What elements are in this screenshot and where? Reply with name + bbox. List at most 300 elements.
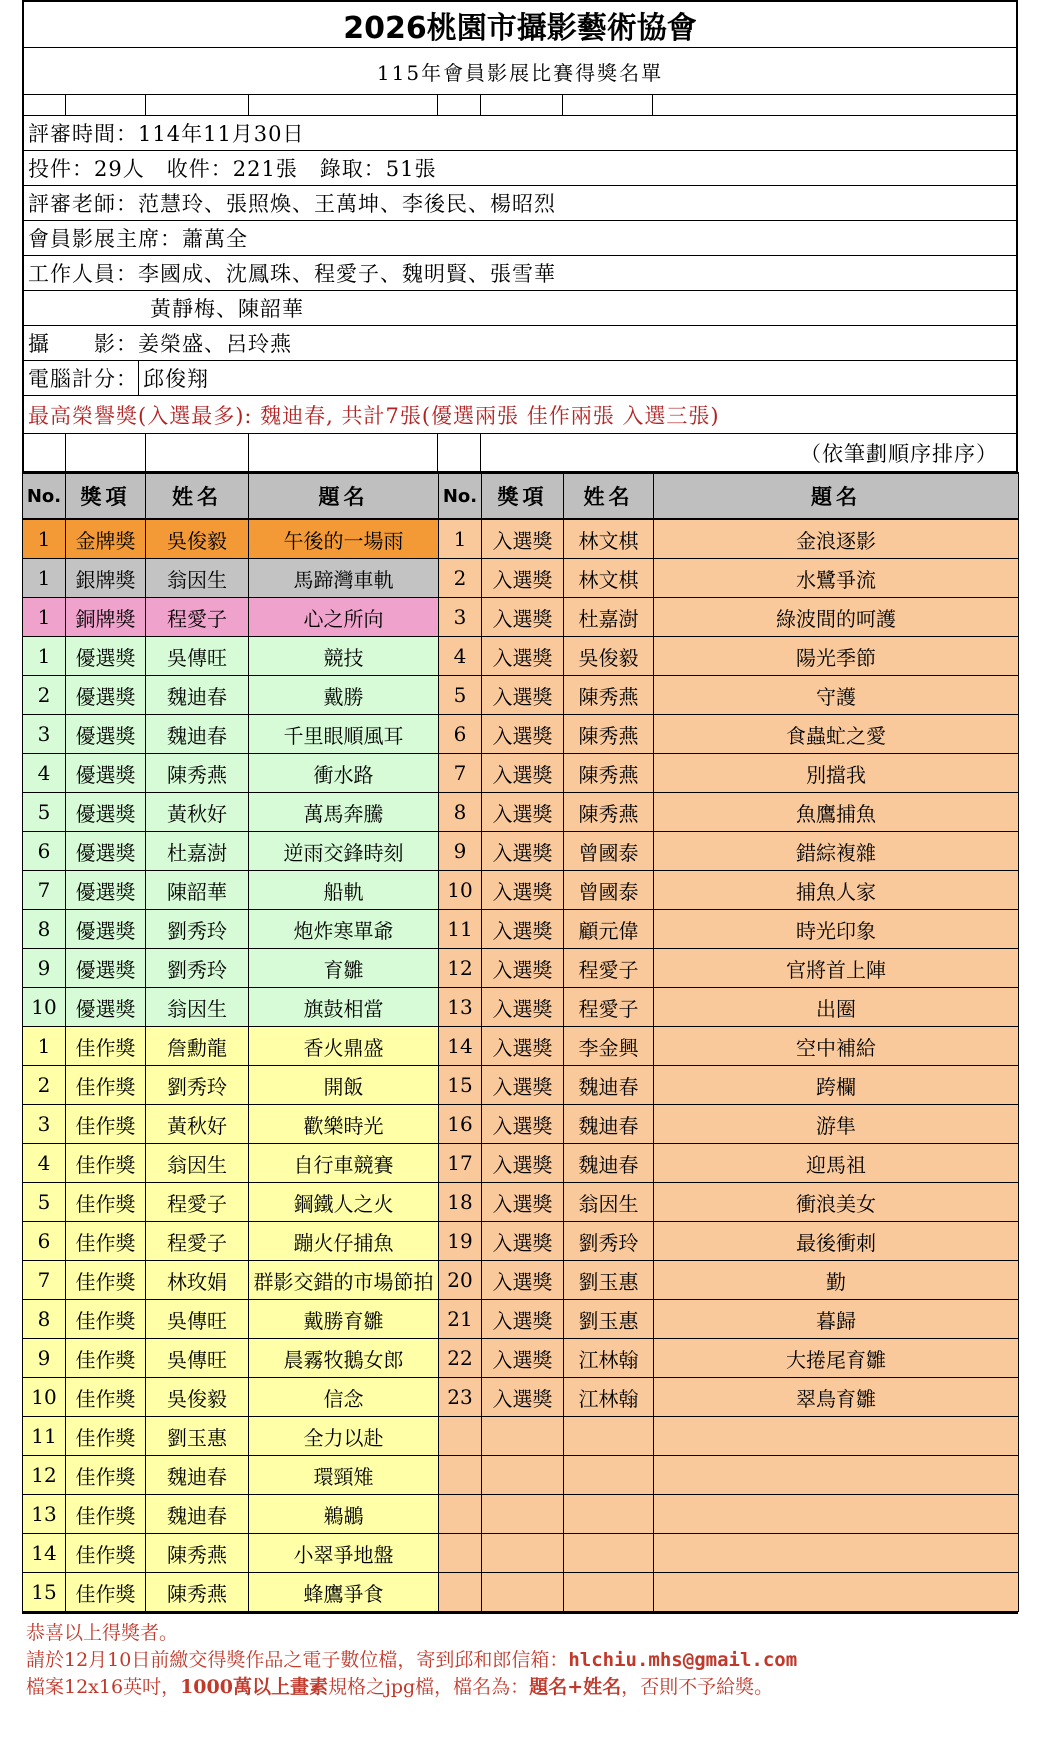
row-no-selected: 10 (439, 871, 482, 910)
table-row (23, 1378, 1019, 1417)
row-title-selected: 勤 (654, 1261, 1019, 1300)
row-no-selected (439, 1417, 482, 1456)
row-name: 魏迪春 (146, 715, 249, 754)
entry-counts (22, 151, 1018, 186)
row-name-selected: 劉玉惠 (564, 1300, 654, 1339)
row-no: 6 (23, 1222, 66, 1261)
col-no-right: No. (439, 473, 482, 519)
spacer-row (22, 95, 1018, 116)
row-award-selected: 入選獎 (482, 1378, 564, 1417)
row-award-selected: 入選獎 (482, 1066, 564, 1105)
row-award-selected: 入選獎 (482, 871, 564, 910)
row-title: 歡樂時光 (249, 1105, 439, 1144)
row-award: 銀牌獎 (66, 559, 146, 598)
row-award: 優選獎 (66, 637, 146, 676)
row-name: 翁因生 (146, 988, 249, 1027)
row-name-selected: 陳秀燕 (564, 754, 654, 793)
row-name: 程愛子 (146, 1183, 249, 1222)
row-name-selected: 林文棋 (564, 519, 654, 559)
row-award: 佳作獎 (66, 1105, 146, 1144)
row-award-selected: 入選獎 (482, 754, 564, 793)
row-name-selected: 李金興 (564, 1027, 654, 1066)
sort-note: （依筆劃順序排序） (800, 438, 998, 468)
row-name: 吳傳旺 (146, 1300, 249, 1339)
row-name: 吳傳旺 (146, 637, 249, 676)
row-award: 佳作獎 (66, 1339, 146, 1378)
row-no-selected: 12 (439, 949, 482, 988)
row-title: 戴勝育雛 (249, 1300, 439, 1339)
row-no: 3 (23, 1105, 66, 1144)
row-award: 佳作獎 (66, 1573, 146, 1612)
row-title: 心之所向 (249, 598, 439, 637)
row-title: 千里眼順風耳 (249, 715, 439, 754)
row-title: 船軌 (249, 871, 439, 910)
row-no-selected (439, 1573, 482, 1612)
scoring-label: 電腦計分： (28, 367, 138, 391)
judges (22, 186, 1018, 221)
row-name-selected: 江林翰 (564, 1339, 654, 1378)
row-title-selected: 綠波間的呵護 (654, 598, 1019, 637)
row-no: 13 (23, 1495, 66, 1534)
row-name-selected: 杜嘉澍 (564, 598, 654, 637)
row-name: 黃秋好 (146, 793, 249, 832)
row-award: 佳作獎 (66, 1378, 146, 1417)
row-name-selected: 劉秀玲 (564, 1222, 654, 1261)
row-no: 4 (23, 754, 66, 793)
row-name-selected: 林文棋 (564, 559, 654, 598)
row-name-selected: 曾國泰 (564, 832, 654, 871)
table-row (23, 559, 1019, 598)
row-award: 佳作獎 (66, 1183, 146, 1222)
row-name: 吳傳旺 (146, 1339, 249, 1378)
row-no: 4 (23, 1144, 66, 1183)
row-name-selected: 魏迪春 (564, 1066, 654, 1105)
row-no-selected: 19 (439, 1222, 482, 1261)
row-no-selected: 1 (439, 519, 482, 559)
row-no: 8 (23, 910, 66, 949)
row-no: 5 (23, 793, 66, 832)
table-row (23, 598, 1019, 637)
awards-table (22, 472, 1019, 1612)
table-row (23, 1261, 1019, 1300)
highest-honor (22, 396, 1018, 434)
row-name: 魏迪春 (146, 1495, 249, 1534)
row-title-selected: 魚鷹捕魚 (654, 793, 1019, 832)
row-no: 9 (23, 949, 66, 988)
row-name-selected: 魏迪春 (564, 1144, 654, 1183)
row-title-selected: 出圈 (654, 988, 1019, 1027)
footer-notes (22, 1612, 1018, 1701)
row-name: 程愛子 (146, 598, 249, 637)
row-award: 佳作獎 (66, 1066, 146, 1105)
staff-line-1 (22, 256, 1018, 291)
row-award-selected: 入選獎 (482, 598, 564, 637)
row-name: 劉秀玲 (146, 910, 249, 949)
row-award-selected: 入選獎 (482, 637, 564, 676)
row-title: 自行車競賽 (249, 1144, 439, 1183)
row-name: 程愛子 (146, 1222, 249, 1261)
table-row (23, 871, 1019, 910)
row-no: 5 (23, 1183, 66, 1222)
row-title: 開飯 (249, 1066, 439, 1105)
footer-line-3 (26, 1674, 1018, 1701)
table-row (23, 1183, 1019, 1222)
page-title-row (22, 0, 1018, 48)
row-award: 優選獎 (66, 910, 146, 949)
photography-text: 攝 影：姜榮盛、呂玲燕 (28, 332, 292, 356)
row-no-selected: 23 (439, 1378, 482, 1417)
row-name: 魏迪春 (146, 1456, 249, 1495)
row-award-selected (482, 1417, 564, 1456)
col-name-left: 姓名 (146, 473, 249, 519)
row-name: 杜嘉澍 (146, 832, 249, 871)
row-no: 2 (23, 676, 66, 715)
table-row (23, 910, 1019, 949)
row-no-selected: 11 (439, 910, 482, 949)
row-no-selected: 9 (439, 832, 482, 871)
table-row (23, 1066, 1019, 1105)
row-name-selected: 江林翰 (564, 1378, 654, 1417)
page-subtitle: 115年會員影展比賽得獎名單 (376, 60, 664, 85)
row-title-selected: 空中補給 (654, 1027, 1019, 1066)
row-award: 佳作獎 (66, 1456, 146, 1495)
row-award-selected: 入選獎 (482, 1222, 564, 1261)
file-size-text: 檔案12x16英吋， (26, 1676, 181, 1698)
row-no-selected: 20 (439, 1261, 482, 1300)
table-row (23, 1339, 1019, 1378)
row-title-selected (654, 1534, 1019, 1573)
row-title-selected: 水鷺爭流 (654, 559, 1019, 598)
row-name-selected: 劉玉惠 (564, 1261, 654, 1300)
row-name-selected: 陳秀燕 (564, 676, 654, 715)
row-no-selected: 21 (439, 1300, 482, 1339)
row-award-selected: 入選獎 (482, 1300, 564, 1339)
table-row (23, 949, 1019, 988)
row-award-selected: 入選獎 (482, 1027, 564, 1066)
row-name-selected: 程愛子 (564, 949, 654, 988)
entry-counts-text: 投件：29人 收件：221張 錄取：51張 (28, 157, 437, 181)
staff-line-2 (22, 291, 1018, 326)
row-title: 晨霧牧鵝女郎 (249, 1339, 439, 1378)
row-no: 8 (23, 1300, 66, 1339)
table-header-row (23, 473, 1019, 519)
row-title-selected: 迎馬祖 (654, 1144, 1019, 1183)
row-no-selected: 4 (439, 637, 482, 676)
row-award: 佳作獎 (66, 1144, 146, 1183)
photography (22, 326, 1018, 361)
row-award-selected: 入選獎 (482, 1261, 564, 1300)
row-title-selected: 時光印象 (654, 910, 1019, 949)
row-no: 7 (23, 1261, 66, 1300)
row-award-selected: 入選獎 (482, 832, 564, 871)
row-no: 14 (23, 1534, 66, 1573)
row-no: 6 (23, 832, 66, 871)
row-title: 小翠爭地盤 (249, 1534, 439, 1573)
row-no: 1 (23, 559, 66, 598)
table-row (23, 754, 1019, 793)
row-title: 競技 (249, 637, 439, 676)
awards-body (23, 519, 1019, 1612)
row-no: 10 (23, 988, 66, 1027)
row-name-selected: 魏迪春 (564, 1105, 654, 1144)
row-award-selected (482, 1495, 564, 1534)
row-no-selected: 3 (439, 598, 482, 637)
row-name: 詹勳龍 (146, 1027, 249, 1066)
row-title-selected: 翠鳥育雛 (654, 1378, 1019, 1417)
row-name-selected (564, 1495, 654, 1534)
row-name-selected: 吳俊毅 (564, 637, 654, 676)
row-title: 育雛 (249, 949, 439, 988)
judging-time-text: 評審時間：114年11月30日 (28, 122, 305, 146)
row-name: 黃秋好 (146, 1105, 249, 1144)
resolution-requirement: 1000萬以上畫素 (180, 1676, 328, 1698)
award-sheet (22, 0, 1018, 1701)
row-award: 佳作獎 (66, 1300, 146, 1339)
row-award: 優選獎 (66, 793, 146, 832)
sort-note-row (22, 434, 1018, 472)
row-award-selected (482, 1534, 564, 1573)
row-name-selected: 陳秀燕 (564, 793, 654, 832)
row-title: 全力以赴 (249, 1417, 439, 1456)
row-no: 11 (23, 1417, 66, 1456)
row-name-selected (564, 1417, 654, 1456)
row-title: 衝水路 (249, 754, 439, 793)
row-no: 1 (23, 519, 66, 559)
row-no-selected: 16 (439, 1105, 482, 1144)
file-format-text: 規格之jpg檔，檔名為： (327, 1676, 530, 1698)
row-award: 佳作獎 (66, 1534, 146, 1573)
row-award: 優選獎 (66, 715, 146, 754)
row-no-selected: 8 (439, 793, 482, 832)
table-row (23, 715, 1019, 754)
row-title-selected (654, 1573, 1019, 1612)
row-award: 金牌獎 (66, 519, 146, 559)
row-title-selected: 大捲尾育雛 (654, 1339, 1019, 1378)
row-award-selected (482, 1456, 564, 1495)
row-award-selected: 入選獎 (482, 676, 564, 715)
col-title-right: 題名 (654, 473, 1019, 519)
row-award: 優選獎 (66, 832, 146, 871)
row-name: 翁因生 (146, 1144, 249, 1183)
row-no-selected: 2 (439, 559, 482, 598)
row-name-selected: 程愛子 (564, 988, 654, 1027)
chair-text: 會員影展主席：蕭萬全 (28, 227, 248, 251)
row-award: 佳作獎 (66, 1222, 146, 1261)
filename-rule: 題名+姓名 (529, 1676, 622, 1698)
footer-line-2 (26, 1647, 1018, 1674)
row-award-selected: 入選獎 (482, 519, 564, 559)
row-no-selected: 22 (439, 1339, 482, 1378)
row-title-selected: 暮歸 (654, 1300, 1019, 1339)
col-name-right: 姓名 (564, 473, 654, 519)
row-no-selected: 18 (439, 1183, 482, 1222)
judging-time (22, 116, 1018, 151)
row-title: 環頸雉 (249, 1456, 439, 1495)
row-name: 吳俊毅 (146, 519, 249, 559)
table-row (23, 1417, 1019, 1456)
row-no-selected: 15 (439, 1066, 482, 1105)
table-row (23, 1144, 1019, 1183)
subtitle-row (22, 48, 1018, 95)
row-no: 9 (23, 1339, 66, 1378)
table-row (23, 1534, 1019, 1573)
footer-line-1: 恭喜以上得獎者。 (26, 1622, 179, 1644)
table-row (23, 1105, 1019, 1144)
row-title: 戴勝 (249, 676, 439, 715)
row-name-selected (564, 1573, 654, 1612)
row-award-selected: 入選獎 (482, 1183, 564, 1222)
row-title-selected (654, 1495, 1019, 1534)
row-title-selected: 守護 (654, 676, 1019, 715)
table-row (23, 1027, 1019, 1066)
row-title: 鋼鐵人之火 (249, 1183, 439, 1222)
row-title: 鵜鶘 (249, 1495, 439, 1534)
row-no-selected (439, 1495, 482, 1534)
scoring-name: 邱俊翔 (143, 367, 209, 391)
row-title: 旗鼓相當 (249, 988, 439, 1027)
row-title: 蹦火仔捕魚 (249, 1222, 439, 1261)
footer-instruction: 請於12月10日前繳交得獎作品之電子數位檔，寄到邱和郎信箱： (26, 1649, 569, 1671)
row-award: 銅牌獎 (66, 598, 146, 637)
row-no: 10 (23, 1378, 66, 1417)
row-award-selected: 入選獎 (482, 910, 564, 949)
row-no-selected (439, 1534, 482, 1573)
row-title-selected (654, 1417, 1019, 1456)
row-award: 優選獎 (66, 676, 146, 715)
row-title: 香火鼎盛 (249, 1027, 439, 1066)
row-title: 信念 (249, 1378, 439, 1417)
col-no-left: No. (23, 473, 66, 519)
highest-honor-text: 最高榮譽獎(入選最多): 魏迪春, 共計7張(優選兩張 佳作兩張 入選三張) (28, 403, 720, 428)
row-title-selected: 食蟲虻之愛 (654, 715, 1019, 754)
row-no: 1 (23, 1027, 66, 1066)
row-no: 2 (23, 1066, 66, 1105)
row-name-selected: 曾國泰 (564, 871, 654, 910)
row-title: 逆雨交鋒時刻 (249, 832, 439, 871)
table-row (23, 988, 1019, 1027)
row-title: 蜂鷹爭食 (249, 1573, 439, 1612)
row-name-selected: 陳秀燕 (564, 715, 654, 754)
row-award-selected: 入選獎 (482, 559, 564, 598)
row-award-selected (482, 1573, 564, 1612)
row-title-selected: 游隼 (654, 1105, 1019, 1144)
table-row (23, 519, 1019, 559)
row-no: 1 (23, 598, 66, 637)
row-no: 15 (23, 1573, 66, 1612)
row-award: 佳作獎 (66, 1417, 146, 1456)
row-award: 優選獎 (66, 754, 146, 793)
row-name: 陳秀燕 (146, 1534, 249, 1573)
row-no-selected: 17 (439, 1144, 482, 1183)
row-award: 優選獎 (66, 949, 146, 988)
table-row (23, 793, 1019, 832)
row-title: 午後的一場雨 (249, 519, 439, 559)
table-row (23, 676, 1019, 715)
row-award: 佳作獎 (66, 1027, 146, 1066)
row-name-selected: 翁因生 (564, 1183, 654, 1222)
table-row (23, 1456, 1019, 1495)
staff-text-1: 工作人員：李國成、沈鳳珠、程愛子、魏明賢、張雪華 (28, 262, 556, 286)
col-title-left: 題名 (249, 473, 439, 519)
row-title-selected: 別擋我 (654, 754, 1019, 793)
row-title-selected (654, 1456, 1019, 1495)
row-title-selected: 跨欄 (654, 1066, 1019, 1105)
row-title-selected: 陽光季節 (654, 637, 1019, 676)
staff-text-2: 黃靜梅、陳韶華 (150, 297, 304, 321)
row-title: 炮炸寒單爺 (249, 910, 439, 949)
row-no-selected: 13 (439, 988, 482, 1027)
row-no: 7 (23, 871, 66, 910)
row-award: 優選獎 (66, 988, 146, 1027)
row-no-selected: 7 (439, 754, 482, 793)
row-title-selected: 錯綜複雜 (654, 832, 1019, 871)
col-award-left: 獎項 (66, 473, 146, 519)
row-title-selected: 衝浪美女 (654, 1183, 1019, 1222)
row-no-selected: 14 (439, 1027, 482, 1066)
row-title: 萬馬奔騰 (249, 793, 439, 832)
row-title-selected: 金浪逐影 (654, 519, 1019, 559)
row-no: 12 (23, 1456, 66, 1495)
row-award: 佳作獎 (66, 1495, 146, 1534)
row-name: 陳秀燕 (146, 1573, 249, 1612)
contact-email: hlchiu.mhs@gmail.com (568, 1649, 798, 1671)
row-award-selected: 入選獎 (482, 988, 564, 1027)
scoring (22, 361, 1018, 396)
row-title: 群影交錯的市場節拍 (249, 1261, 439, 1300)
row-award-selected: 入選獎 (482, 793, 564, 832)
table-row (23, 1222, 1019, 1261)
footer-warning: ，否則不予給獎。 (621, 1676, 774, 1698)
row-title: 馬蹄灣車軌 (249, 559, 439, 598)
exhibition-chair (22, 221, 1018, 256)
table-row (23, 637, 1019, 676)
page-title: 2026桃園市攝影藝術協會 (343, 10, 697, 46)
row-name: 翁因生 (146, 559, 249, 598)
row-name-selected: 顧元偉 (564, 910, 654, 949)
row-title-selected: 官將首上陣 (654, 949, 1019, 988)
row-award-selected: 入選獎 (482, 1144, 564, 1183)
row-no-selected (439, 1456, 482, 1495)
row-name: 劉秀玲 (146, 1066, 249, 1105)
row-no-selected: 6 (439, 715, 482, 754)
row-no: 1 (23, 637, 66, 676)
row-name-selected (564, 1534, 654, 1573)
row-name: 陳秀燕 (146, 754, 249, 793)
row-title-selected: 最後衝刺 (654, 1222, 1019, 1261)
row-name: 劉秀玲 (146, 949, 249, 988)
col-award-right: 獎項 (482, 473, 564, 519)
row-title-selected: 捕魚人家 (654, 871, 1019, 910)
row-name: 陳韶華 (146, 871, 249, 910)
row-award: 佳作獎 (66, 1261, 146, 1300)
row-award-selected: 入選獎 (482, 715, 564, 754)
table-row (23, 1495, 1019, 1534)
row-no-selected: 5 (439, 676, 482, 715)
judges-text: 評審老師：范慧玲、張照煥、王萬坤、李後民、楊昭烈 (28, 192, 556, 216)
table-row (23, 1300, 1019, 1339)
row-name: 劉玉惠 (146, 1417, 249, 1456)
table-row (23, 832, 1019, 871)
row-award-selected: 入選獎 (482, 1339, 564, 1378)
row-award-selected: 入選獎 (482, 1105, 564, 1144)
row-award-selected: 入選獎 (482, 949, 564, 988)
row-name: 吳俊毅 (146, 1378, 249, 1417)
row-name: 魏迪春 (146, 676, 249, 715)
table-row (23, 1573, 1019, 1612)
row-name: 林玫娟 (146, 1261, 249, 1300)
row-award: 優選獎 (66, 871, 146, 910)
row-no: 3 (23, 715, 66, 754)
